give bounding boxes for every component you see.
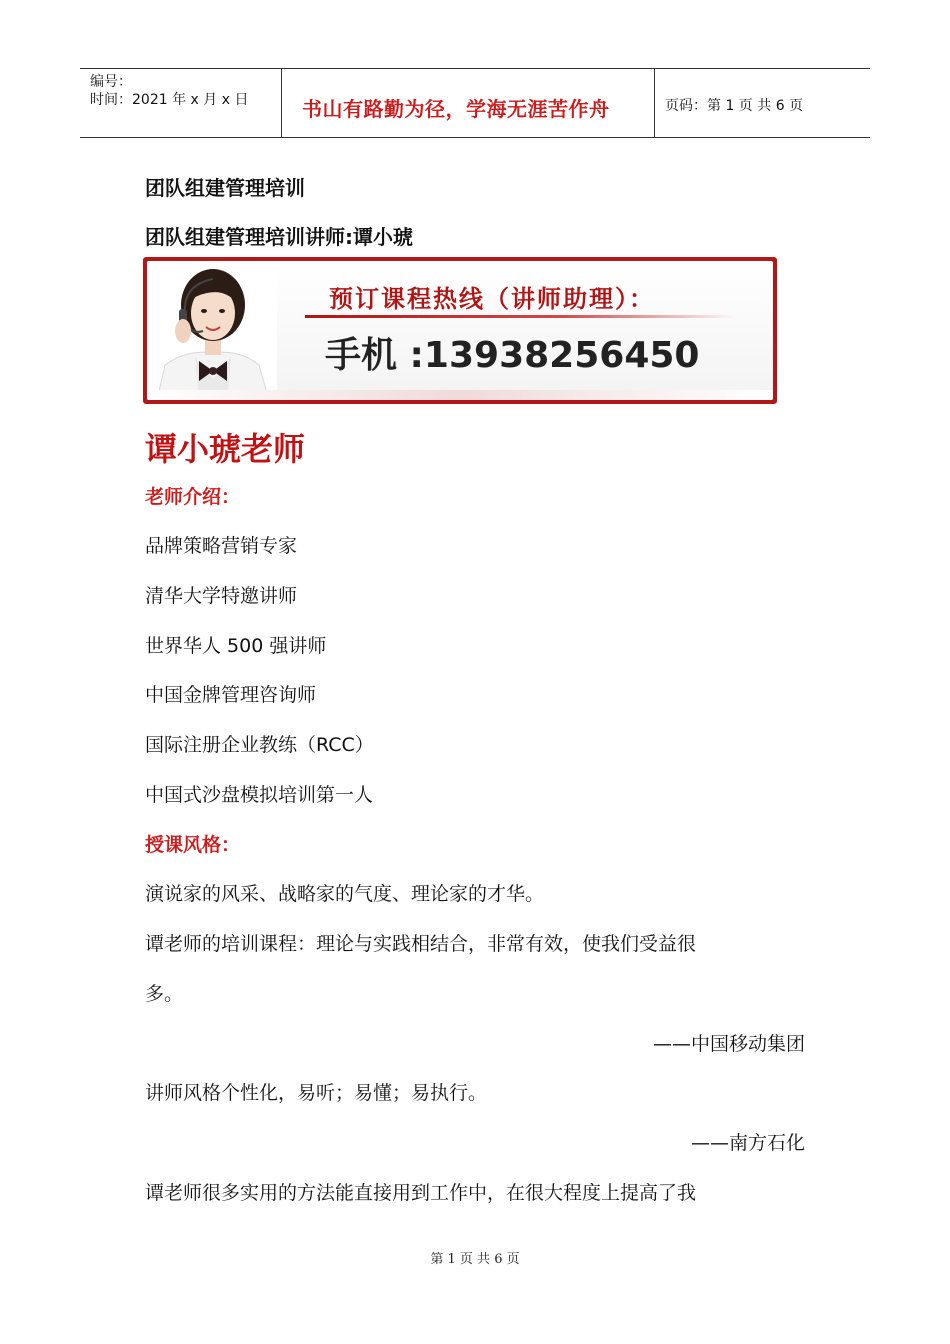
header-motto-cell xyxy=(282,69,655,137)
teacher-title-2: 清华大学特邀讲师 xyxy=(145,585,298,607)
teacher-title-6: 中国式沙盘模拟培训第一人 xyxy=(145,784,374,806)
doc-subtitle: 团队组建管理培训讲师:谭小琥 xyxy=(145,225,413,249)
teacher-name: 谭小琥老师 xyxy=(145,430,306,468)
header-page-cell xyxy=(655,69,870,137)
testimonial-2-line1: 讲师风格个性化，易听；易懂；易执行。 xyxy=(145,1082,488,1104)
hotline-phone: 手机 :13938256450 xyxy=(325,335,700,376)
doc-title: 团队组建管理培训 xyxy=(145,176,305,200)
page-footer: 第 1 页 共 6 页 xyxy=(430,1252,520,1267)
header-meta-cell xyxy=(80,69,282,137)
header-motto: 书山有路勤为径，学海无涯苦作舟 xyxy=(302,97,610,121)
teacher-title-4: 中国金牌管理咨询师 xyxy=(145,684,317,706)
teacher-title-1: 品牌策略营销专家 xyxy=(145,535,298,557)
teacher-title-3: 世界华人 500 强讲师 xyxy=(145,635,327,657)
style-text: 演说家的风采、战略家的气度、理论家的才华。 xyxy=(145,883,545,905)
header-page-info: 页码：第 1 页 共 6 页 xyxy=(665,98,804,114)
hotline-label: 预订课程热线（讲师助理）： xyxy=(329,285,655,313)
testimonial-1-line2: 多。 xyxy=(145,983,184,1005)
number-label: 编号： xyxy=(90,74,132,90)
style-heading: 授课风格： xyxy=(145,834,241,856)
testimonial-2-source: ——南方石化 xyxy=(690,1132,805,1154)
testimonial-1-line1: 谭老师的培训课程：理论与实践相结合，非常有效，使我们受益很 xyxy=(145,933,697,955)
banner-bottom-strip xyxy=(147,390,773,400)
hotline-banner xyxy=(143,257,777,404)
testimonial-3-line1: 谭老师很多实用的方法能直接用到工作中，在很大程度上提高了我 xyxy=(145,1182,697,1204)
document-header xyxy=(80,68,870,138)
testimonial-1-source: ——中国移动集团 xyxy=(652,1033,805,1055)
teacher-title-5: 国际注册企业教练（RCC） xyxy=(145,734,374,756)
customer-service-avatar-icon xyxy=(147,261,277,400)
intro-heading: 老师介绍： xyxy=(145,486,241,508)
banner-divider xyxy=(305,315,735,318)
time-label: 时间：2021 年 x 月 x 日 xyxy=(90,92,249,108)
